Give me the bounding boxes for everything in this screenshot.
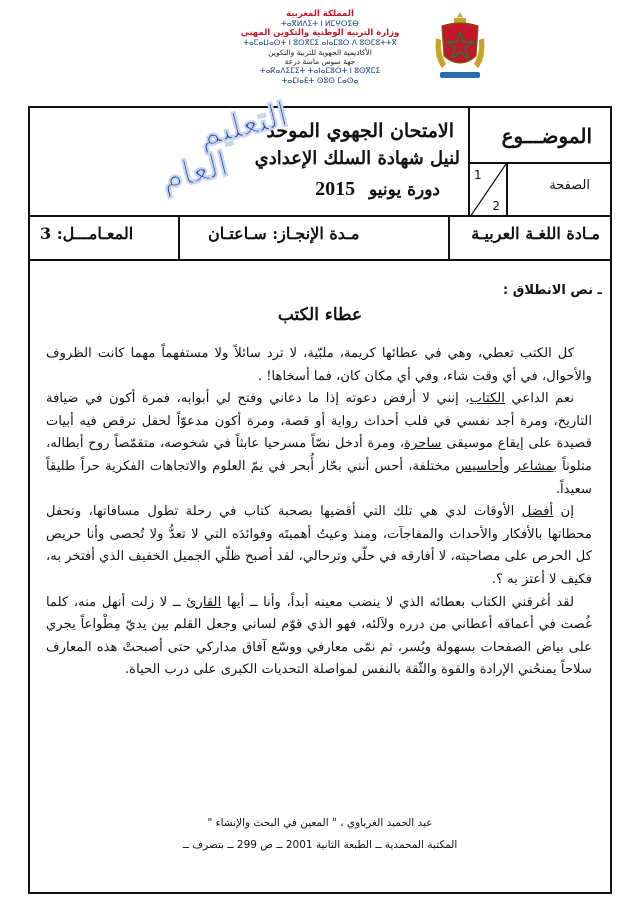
duration-label: مـدة الإنجـاز: سـاعتـان (208, 224, 360, 243)
paragraph-2 (46, 388, 592, 501)
paragraph-1: كل الكتب تعطي، وهي في عطائها كريمة، ملبّية، لا ترد سائلاً ولا مستفهماً مهما كانت الظروف والأحوال، في أي وقت شاء، وفي أي مكان كان، فما أسخاها! . (46, 346, 592, 384)
citation-publisher: المكتبة المحمدية ــ الطبعة الثانية 2001 ــ ص 299 ــ بتصرف ــ (182, 839, 458, 851)
letterhead-line-4: ⵜⴰⵎⴰⵡⴰⵙⵜ ⵏ ⵓⵙⴳⵎⵉ ⴰⵏⴰⵎⵓⵔ ⴷ ⵓⵙⵎⵓⵜⵜⴳ (243, 38, 397, 48)
brand-word-2: العام (157, 144, 233, 200)
exam-session (315, 178, 440, 201)
header-row (30, 94, 610, 217)
exam-title: الامتحان الجهوي الموحد (266, 120, 454, 142)
exam-subtitle: لنيل شهادة السلك الإعدادي (254, 148, 460, 169)
underlined-word: أفضل (521, 504, 554, 520)
letterhead-line-8: ⵜⴰⵎⵏⴰⴹⵜ ⵙⵓⵙ ⵎⴰⵙⴰ (281, 75, 359, 85)
letterhead-line-5: الأكاديمية الجهوية للتربية والتكوين (268, 47, 372, 57)
text-span: لقد أغرقني الكتاب بعطائه الذي لا ينضب معينه أبداً، وأنا ــ أيها (221, 594, 574, 610)
general-education-logo (44, 94, 292, 212)
text-span: و (503, 458, 515, 474)
text-span: الأوقات لدي هي تلك التي أقضيها بصحبة كتاب في رحلة تطول مسافاتها، وتحفل محطاتها بالأفكار والأحداث والمفاجآت، ومنذ وعيتُ أهميتَه وفوائدَه التي لا تعدُّ ولا تُحصى وأنا حريص كل الحرص على مصاحبته، لا أفارقه في حلّي وترحالي، لقد أصبح ظلّي الجميل الخفيف الذي أفتخر به، فكيف لا أعتز به ؟. (46, 504, 592, 587)
paragraph-3 (46, 501, 592, 591)
session-year: 2015 (315, 178, 356, 200)
reading-passage (46, 343, 592, 682)
divider (448, 215, 450, 259)
underlined-word: ساحرة (404, 436, 442, 452)
text-span: ــ لا زلت أنهل منه، كلما غُصت في أعماقه أعطاني من درره ولآلئه، فهو الذي قوّم لساني وجعل القلم بين يديّ مِطْواعاً يجري على بياض الصفحات بسهولة ويُسر، ثم نمّى معارفي ووسّع آفاق مداركي حتى أصبحتْ هذه المعارف سلاحاً يمنحُني الإرادة والقوة والثّقة بالنفس لمواصلة التحديات الكبرى على درب الحياة. (46, 594, 592, 678)
subject-cell (468, 108, 610, 215)
info-row (30, 215, 610, 261)
page-total: 2 (492, 199, 500, 213)
text-title: عطاء الكتب (277, 305, 363, 325)
brand-word-1: التعليم (194, 94, 292, 156)
divider (178, 215, 180, 259)
underlined-word: الكتاب (469, 391, 505, 407)
section-heading: ـ نص الانطلاق : (502, 283, 602, 298)
underlined-word: بمشاعر (514, 458, 557, 474)
citation (30, 812, 610, 856)
text-span: ، إنني لا أرفض دعوته إذا ما دعاني وفتح لي أبوابه، فمرة أكون في ضيافة التاريخ، ومرة أجد نفسي في قلب أحداث رواية أو قصة، ومرة أكون مدعوّاً لحفل ترقص فيه أبيات قصيدة على إيقاع موسيقى (46, 391, 592, 452)
divider (506, 162, 610, 164)
letterhead-line-7: ⵜⴰⴽⴰⴷⵉⵎⵉⵜ ⵜⴰⵏⴰⵎⵓⵔⵜ ⵏ ⵓⵙⴳⵎⵉ (259, 66, 381, 76)
session-label: دورة يونيو (369, 180, 440, 200)
page-number-box (470, 162, 508, 217)
underlined-word: القارئ (186, 594, 222, 610)
page-label: الصفحة (549, 178, 590, 193)
letterhead-line-6: جهة سوس ماسة درعة (284, 57, 356, 67)
letterhead (200, 10, 440, 85)
text-span: مختلفة، أحس أنني بحّار أُبحر في يمّ العلوم والاتجاهات الفكرية حراً طليقاً سعيداً. (46, 458, 592, 497)
exam-content (30, 261, 610, 892)
text-span: ، ومرة أدخل نصّاً مسرحيا عابثاً في شخوصه، متقمّصاً روح أبطاله، متلوناً (46, 436, 592, 474)
text-span: نعم الداعي (504, 391, 574, 407)
text-span: إن (553, 504, 574, 520)
exam-frame (28, 94, 612, 894)
emblem-icon (432, 8, 488, 88)
letterhead-line-1: المملكة المغربية (286, 9, 354, 19)
underlined-word: أحاسيس (455, 458, 504, 474)
letterhead-line-2: ⵜⴰⴳⵍⴷⵉⵜ ⵏ ⵍⵎⵖⵔⵉⴱ (281, 19, 359, 29)
paragraph-4 (46, 592, 592, 682)
letterhead-line-3: وزارة التربية الوطنية والتكوين المهني (240, 27, 400, 38)
subject-title: الموضـــوع (501, 124, 592, 148)
subject-label: مـادة اللغـة العربيـة (471, 224, 600, 243)
page-current: 1 (474, 168, 482, 182)
citation-author: عبد الحميد الغرباوي ، " المعين في البحث والإنشاء " (207, 817, 433, 829)
coefficient-label: المعـامـــل: 3 (40, 224, 134, 243)
